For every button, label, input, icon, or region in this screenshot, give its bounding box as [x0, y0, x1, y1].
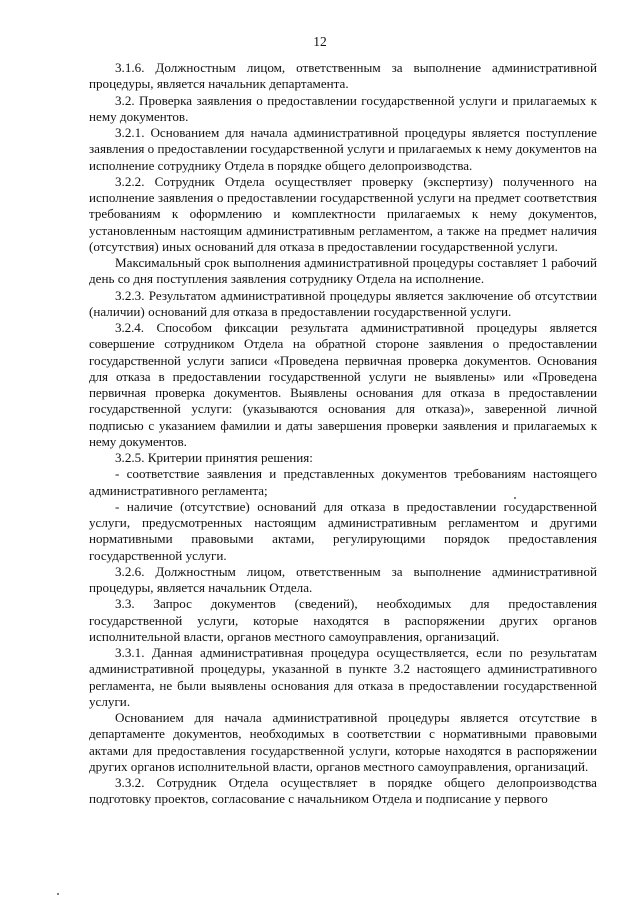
paragraph-grounds: Основанием для начала административной процедуры является отсутствие в департаменте документов, необходимых в соответствии с нормативными правовыми актами для предоставления государственной услуги, которые находятся в распоряжении других органов исполнительной власти, органов местного самоуправления, организаций. — [89, 710, 597, 774]
paragraph-3-1-6: 3.1.6. Должностным лицом, ответственным за выполнение административной процедуры, является начальник департамента. — [89, 60, 597, 92]
heading-3-2: 3.2. Проверка заявления о предоставлении государственной услуги и прилагаемых к нему документов. — [89, 92, 597, 124]
scan-speck — [57, 893, 59, 895]
heading-3-3: 3.3. Запрос документов (сведений), необходимых для предоставления государственной услуги, которые находятся в распоряжении других органов исполнительной власти, органов местного самоуправления, организаций. — [89, 596, 597, 644]
criteria-item-1: - соответствие заявления и представленных документов требованиям настоящего административного регламента; — [89, 466, 597, 498]
paragraph-3-3-1: 3.3.1. Данная административная процедура осуществляется, если по результатам административной процедуры, указанной в пункте 3.2 настоящего административного регламента, не были выявлены основания для отказа в предоставлении государственной услуги. — [89, 645, 597, 709]
paragraph-3-2-2: 3.2.2. Сотрудник Отдела осуществляет проверку (экспертизу) полученного на исполнение заявления о предоставлении государственной услуги на предмет соответствия требованиям к оформлению и комплектности прилагаемых к нему документов, установленным настоящим административным регламентом, а также на предмет наличия (отсутствия) иных оснований для отказа в предоставлении государственной услуги. — [89, 173, 597, 254]
paragraph-3-2-3: 3.2.3. Результатом административной процедуры является заключение об отсутствии (наличии) оснований для отказа в предоставлении государственной услуги. — [89, 287, 597, 319]
criteria-item-2: - наличие (отсутствие) оснований для отказа в предоставлении государственной услуги, предусмотренных настоящим административным регламентом и другими нормативными правовыми актами, регулирующими порядок предоставления государственной услуги. — [89, 498, 597, 563]
paragraph-max-term: Максимальный срок выполнения административной процедуры составляет 1 рабочий день со дня поступления заявления сотруднику Отдела на исполнение. — [89, 255, 597, 287]
paragraph-3-2-4: 3.2.4. Способом фиксации результата административной процедуры является совершение сотрудником Отдела на обратной стороне заявления о предоставлении государственной услуги записи «Проведена первичная проверка документов. Основания для отказа в предоставлении государственной услуги не выявлены» или «Проведена первичная проверка документов. Выявлены основания для отказа в предоставлении государственной услуги: (указываются основания для отказа)», заверенной личной подписью с указанием фамилии и даты завершения проверки заявления и прилагаемых к нему документов. — [89, 320, 597, 449]
scan-speck — [514, 497, 516, 499]
paragraph-3-3-2: 3.3.2. Сотрудник Отдела осуществляет в порядке общего делопроизводства подготовку проектов, согласование с начальником Отдела и подписание у первого — [89, 775, 597, 807]
document-body — [89, 60, 597, 808]
paragraph-3-2-5: 3.2.5. Критерии принятия решения: — [115, 450, 313, 465]
paragraph-3-2-6: 3.2.6. Должностным лицом, ответственным за выполнение административной процедуры, является начальник Отдела. — [89, 563, 597, 595]
paragraph-3-2-1: 3.2.1. Основанием для начала административной процедуры является поступление заявления о предоставлении государственной услуги и прилагаемых к нему документов на исполнение сотруднику Отдела в порядке общего делопроизводства. — [89, 125, 597, 173]
page-number: 12 — [313, 34, 327, 49]
